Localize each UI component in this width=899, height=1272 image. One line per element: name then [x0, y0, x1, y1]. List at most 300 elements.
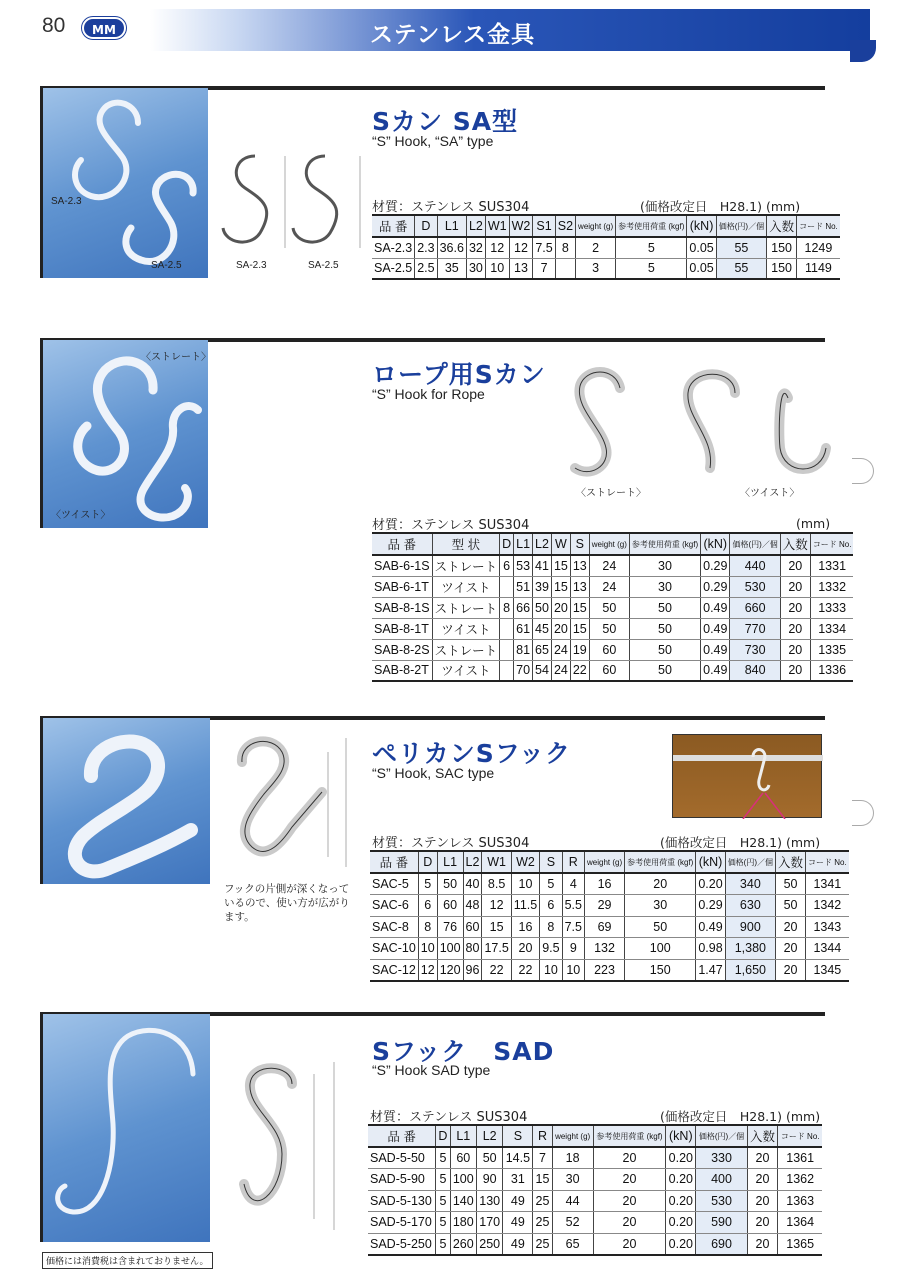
section-subtitle: “S” Hook, “SA” type — [372, 133, 494, 149]
column-header: (kN) — [687, 215, 716, 237]
photo-label: SA-2.3 — [51, 196, 82, 207]
column-header: L2 — [476, 1125, 502, 1147]
table-cell: 49 — [503, 1212, 533, 1234]
table-cell: 69 — [584, 916, 624, 938]
table-cell — [500, 639, 514, 660]
table-cell: 10 — [485, 258, 509, 279]
column-header: weight (g) — [552, 1125, 593, 1147]
table-cell: 60 — [437, 895, 463, 917]
table-cell — [500, 576, 514, 597]
sad-dimension-diagram — [222, 1054, 352, 1238]
table-cell: 7.5 — [562, 916, 584, 938]
spec-table-sac — [370, 850, 849, 982]
table-cell: 530 — [696, 1190, 747, 1212]
table-cell: 19 — [570, 639, 589, 660]
table-cell: 6 — [500, 555, 514, 576]
part-number-cell: SAC-5 — [370, 873, 418, 895]
column-header: 参考使用荷重 (kgf) — [616, 215, 687, 237]
table-cell: 60 — [450, 1147, 476, 1169]
table-cell: 29 — [584, 895, 624, 917]
sa-dimension-diagram — [215, 148, 375, 258]
table-cell: 8.5 — [482, 873, 511, 895]
column-header: 価格(円)／個 — [725, 851, 775, 873]
table-cell: 25 — [533, 1190, 552, 1212]
column-header: S — [570, 533, 589, 555]
table-cell: 660 — [730, 597, 780, 618]
table-cell: 30 — [629, 576, 700, 597]
table-cell: 8 — [500, 597, 514, 618]
table-cell: 5 — [418, 873, 437, 895]
diagram-label: 〈ツイスト〉 — [740, 488, 800, 499]
table-cell: 25 — [533, 1233, 552, 1255]
table-cell: 15 — [533, 1169, 552, 1191]
table-cell: 20 — [593, 1147, 666, 1169]
table-cell: 20 — [776, 959, 806, 981]
diagram-label: 〈ストレート〉 — [576, 488, 646, 499]
table-row — [372, 555, 853, 576]
photo-label: 〈ツイスト〉 — [51, 510, 111, 521]
section-subtitle: “S” Hook SAD type — [372, 1062, 491, 1078]
table-cell: 1365 — [778, 1233, 822, 1255]
table-cell: 20 — [551, 618, 570, 639]
table-cell: 50 — [589, 597, 629, 618]
column-header: L1 — [450, 1125, 476, 1147]
table-cell: 2.3 — [415, 237, 437, 258]
table-cell: 12 — [509, 237, 533, 258]
part-number-cell: SAB-6-1S — [372, 555, 432, 576]
binder-ring — [852, 800, 874, 826]
table-cell: 0.29 — [701, 576, 730, 597]
table-cell: 50 — [629, 618, 700, 639]
table-cell: 170 — [476, 1212, 502, 1234]
table-cell: 55 — [716, 258, 766, 279]
table-cell: 250 — [476, 1233, 502, 1255]
table-cell: 96 — [463, 959, 482, 981]
table-cell: 18 — [552, 1147, 593, 1169]
table-cell: 24 — [551, 660, 570, 681]
table-cell: 340 — [725, 873, 775, 895]
table-cell: 50 — [776, 873, 806, 895]
table-cell — [555, 258, 575, 279]
table-row — [372, 597, 853, 618]
column-header: R — [562, 851, 584, 873]
table-cell: 15 — [551, 576, 570, 597]
table-cell: 5 — [436, 1233, 450, 1255]
table-row — [372, 660, 853, 681]
table-cell: 65 — [533, 639, 552, 660]
table-cell: 53 — [514, 555, 533, 576]
table-cell: 50 — [476, 1147, 502, 1169]
table-cell: 0.49 — [701, 618, 730, 639]
table-cell: 50 — [629, 597, 700, 618]
usage-photo — [672, 734, 822, 818]
table-cell: 16 — [511, 916, 539, 938]
table-header-row — [368, 1125, 822, 1147]
table-row — [372, 258, 840, 279]
table-cell: 15 — [551, 555, 570, 576]
table-cell: 20 — [593, 1169, 666, 1191]
s-hook-icon — [43, 340, 211, 528]
table-row — [372, 618, 853, 639]
column-header: D — [415, 215, 437, 237]
table-cell: 120 — [437, 959, 463, 981]
column-header: 参考使用荷重 (kgf) — [625, 851, 696, 873]
table-cell: 5 — [436, 1190, 450, 1212]
s-hook-icon — [43, 718, 213, 884]
table-cell: 70 — [514, 660, 533, 681]
table-cell: 20 — [780, 576, 810, 597]
column-header: S — [503, 1125, 533, 1147]
part-number-cell: SAD-5-90 — [368, 1169, 436, 1191]
table-cell: 20 — [593, 1212, 666, 1234]
table-cell — [500, 618, 514, 639]
column-header: W2 — [509, 215, 533, 237]
table-cell: ツイスト — [432, 618, 500, 639]
table-cell: 50 — [533, 597, 552, 618]
table-cell: 20 — [747, 1233, 778, 1255]
table-cell: 14.5 — [503, 1147, 533, 1169]
table-cell: 20 — [511, 938, 539, 960]
column-header: 入数 — [747, 1125, 778, 1147]
table-cell: 1.47 — [696, 959, 725, 981]
table-cell: 1364 — [778, 1212, 822, 1234]
table-cell: 30 — [625, 895, 696, 917]
table-cell: 150 — [767, 237, 797, 258]
table-cell: 7 — [533, 1147, 552, 1169]
column-header: 品 番 — [370, 851, 418, 873]
product-photo-sac — [40, 718, 210, 884]
table-cell: ツイスト — [432, 660, 500, 681]
column-header: コード No. — [797, 215, 840, 237]
column-header: L1 — [437, 215, 466, 237]
column-header: コード No. — [778, 1125, 822, 1147]
table-cell: 3 — [576, 258, 616, 279]
table-cell: 180 — [450, 1212, 476, 1234]
table-cell: 130 — [476, 1190, 502, 1212]
column-header: 品 番 — [372, 215, 415, 237]
table-cell: 840 — [730, 660, 780, 681]
section-title: Sフック SAD — [372, 1037, 555, 1066]
table-cell: 0.29 — [696, 895, 725, 917]
table-cell: 1336 — [810, 660, 853, 681]
material-label: 材質：ステンレス SUS304 — [370, 1110, 528, 1125]
material-label: 材質：ステンレス SUS304 — [372, 836, 530, 851]
table-cell: 20 — [551, 597, 570, 618]
column-header: コード No. — [810, 533, 853, 555]
part-number-cell: SAD-5-130 — [368, 1190, 436, 1212]
brand-logo: MM — [82, 17, 126, 39]
table-cell: 9 — [562, 938, 584, 960]
table-cell: 52 — [552, 1212, 593, 1234]
table-cell: 260 — [450, 1233, 476, 1255]
binder-ring — [852, 458, 874, 484]
table-cell: 1341 — [806, 873, 849, 895]
column-header: L2 — [466, 215, 485, 237]
table-cell: ストレート — [432, 555, 500, 576]
column-header: W2 — [511, 851, 539, 873]
s-hook-icon — [43, 88, 211, 278]
table-row — [372, 639, 853, 660]
table-cell: 15 — [570, 597, 589, 618]
table-cell: 0.29 — [701, 555, 730, 576]
column-header: S — [540, 851, 562, 873]
table-cell: 44 — [552, 1190, 593, 1212]
table-cell: 49 — [503, 1190, 533, 1212]
table-cell: 2 — [576, 237, 616, 258]
table-cell: 0.20 — [666, 1169, 696, 1191]
part-number-cell: SAB-8-1T — [372, 618, 432, 639]
table-cell: 20 — [780, 618, 810, 639]
product-note: フックの片側が深くなっているので、使い方が広がります。 — [224, 883, 350, 923]
column-header: 参考使用荷重 (kgf) — [593, 1125, 666, 1147]
column-header: S1 — [533, 215, 555, 237]
table-cell: 12 — [482, 895, 511, 917]
table-header-row — [370, 851, 849, 873]
column-header: D — [500, 533, 514, 555]
part-number-cell: SAB-6-1T — [372, 576, 432, 597]
table-cell: 770 — [730, 618, 780, 639]
table-cell: 17.5 — [482, 938, 511, 960]
table-cell: 22 — [511, 959, 539, 981]
table-cell: 0.05 — [687, 258, 716, 279]
column-header: 入数 — [780, 533, 810, 555]
part-number-cell: SAB-8-1S — [372, 597, 432, 618]
unit-note: (mm) — [796, 516, 831, 531]
column-header: L1 — [514, 533, 533, 555]
table-cell: 1345 — [806, 959, 849, 981]
table-cell: 45 — [533, 618, 552, 639]
table-cell: 1335 — [810, 639, 853, 660]
table-cell: 31 — [503, 1169, 533, 1191]
photo-label: SA-2.5 — [151, 260, 182, 271]
revision-note: (価格改定日 H28.1) (mm) — [660, 1109, 821, 1124]
table-cell: 20 — [747, 1212, 778, 1234]
table-cell: 6 — [418, 895, 437, 917]
table-cell: 22 — [482, 959, 511, 981]
table-cell: 132 — [584, 938, 624, 960]
table-cell: 20 — [747, 1169, 778, 1191]
table-row — [368, 1147, 822, 1169]
section-subtitle: “S” Hook, SAC type — [372, 765, 495, 781]
part-number-cell: SAB-8-2T — [372, 660, 432, 681]
column-header: weight (g) — [576, 215, 616, 237]
table-cell: 48 — [463, 895, 482, 917]
table-row — [370, 938, 849, 960]
column-header: 参考使用荷重 (kgf) — [629, 533, 700, 555]
table-cell: 1333 — [810, 597, 853, 618]
table-cell: 0.49 — [696, 916, 725, 938]
table-row — [370, 916, 849, 938]
table-cell: 66 — [514, 597, 533, 618]
part-number-cell: SAD-5-250 — [368, 1233, 436, 1255]
table-row — [372, 237, 840, 258]
table-cell: 39 — [533, 576, 552, 597]
table-cell: 20 — [747, 1190, 778, 1212]
table-header-row — [372, 215, 840, 237]
table-cell: 1331 — [810, 555, 853, 576]
header-curl — [850, 40, 876, 62]
part-number-cell: SAD-5-170 — [368, 1212, 436, 1234]
table-row — [370, 895, 849, 917]
table-cell: 49 — [503, 1233, 533, 1255]
table-cell: 530 — [730, 576, 780, 597]
table-cell: 630 — [725, 895, 775, 917]
table-cell: 11.5 — [511, 895, 539, 917]
table-cell: 20 — [780, 555, 810, 576]
table-cell: 1249 — [797, 237, 840, 258]
column-header: S2 — [555, 215, 575, 237]
table-cell: 100 — [437, 938, 463, 960]
table-cell: 8 — [418, 916, 437, 938]
table-cell: 20 — [625, 873, 696, 895]
table-cell: 4 — [562, 873, 584, 895]
table-cell: 1362 — [778, 1169, 822, 1191]
page-header — [0, 0, 899, 62]
table-cell: 8 — [540, 916, 562, 938]
revision-note: (価格改定日 H28.1) (mm) — [640, 199, 801, 214]
diagram-label: SA-2.5 — [308, 260, 339, 271]
table-cell: 20 — [780, 597, 810, 618]
column-header: L1 — [437, 851, 463, 873]
table-cell: 15 — [570, 618, 589, 639]
table-cell: 730 — [730, 639, 780, 660]
section-subtitle: “S” Hook for Rope — [372, 386, 485, 402]
table-cell: 55 — [716, 237, 766, 258]
column-header: R — [533, 1125, 552, 1147]
column-header: (kN) — [701, 533, 730, 555]
table-cell: 20 — [776, 916, 806, 938]
table-cell: 1363 — [778, 1190, 822, 1212]
table-cell: 400 — [696, 1169, 747, 1191]
table-cell: 20 — [593, 1190, 666, 1212]
table-cell: ツイスト — [432, 576, 500, 597]
page-number: 80 — [42, 14, 66, 37]
part-number-cell: SA-2.3 — [372, 237, 415, 258]
table-cell: 5 — [616, 237, 687, 258]
table-cell: 13 — [570, 576, 589, 597]
s-hook-icon — [43, 1014, 213, 1242]
table-cell: 9.5 — [540, 938, 562, 960]
sab-dimension-diagram — [540, 358, 840, 486]
tax-note: 価格には消費税は含まれておりません。 — [42, 1252, 213, 1269]
column-header: weight (g) — [584, 851, 624, 873]
table-row — [370, 873, 849, 895]
column-header: 価格(円)／個 — [696, 1125, 747, 1147]
column-header: 品 番 — [372, 533, 432, 555]
table-cell: 20 — [776, 938, 806, 960]
table-cell: 25 — [533, 1212, 552, 1234]
table-cell: 1343 — [806, 916, 849, 938]
diagram-label: SA-2.3 — [236, 260, 267, 271]
table-cell: 20 — [780, 639, 810, 660]
table-cell: 0.20 — [666, 1212, 696, 1234]
table-cell: 5 — [436, 1212, 450, 1234]
table-cell: 7 — [533, 258, 555, 279]
column-header: D — [418, 851, 437, 873]
table-cell: 5 — [540, 873, 562, 895]
material-label: 材質：ステンレス SUS304 — [372, 200, 530, 215]
table-cell: 0.49 — [701, 660, 730, 681]
column-header: 型 状 — [432, 533, 500, 555]
table-row — [368, 1190, 822, 1212]
table-cell: 5 — [616, 258, 687, 279]
table-cell: 590 — [696, 1212, 747, 1234]
revision-note: (価格改定日 H28.1) (mm) — [660, 835, 821, 850]
table-cell: 5.5 — [562, 895, 584, 917]
table-cell: 1342 — [806, 895, 849, 917]
photo-label: 〈ストレート〉 — [141, 352, 211, 363]
table-cell: 30 — [552, 1169, 593, 1191]
column-header: W1 — [485, 215, 509, 237]
table-cell: 30 — [629, 555, 700, 576]
column-header: 価格(円)／個 — [730, 533, 780, 555]
table-cell: 50 — [625, 916, 696, 938]
table-cell: ストレート — [432, 639, 500, 660]
table-cell: 10 — [540, 959, 562, 981]
table-cell: 7.5 — [533, 237, 555, 258]
table-cell: 60 — [589, 660, 629, 681]
part-number-cell: SAC-6 — [370, 895, 418, 917]
table-cell: 440 — [730, 555, 780, 576]
material-label: 材質：ステンレス SUS304 — [372, 518, 530, 533]
table-cell: 12 — [418, 959, 437, 981]
table-cell: 0.20 — [696, 873, 725, 895]
table-cell: 24 — [589, 555, 629, 576]
part-number-cell: SAB-8-2S — [372, 639, 432, 660]
table-cell: 100 — [450, 1169, 476, 1191]
table-cell: 10 — [511, 873, 539, 895]
table-cell: 1361 — [778, 1147, 822, 1169]
table-cell: 0.20 — [666, 1233, 696, 1255]
table-cell: 54 — [533, 660, 552, 681]
product-photo-sad — [40, 1014, 210, 1242]
part-number-cell: SAC-8 — [370, 916, 418, 938]
part-number-cell: SAC-10 — [370, 938, 418, 960]
table-cell: 41 — [533, 555, 552, 576]
table-cell: 50 — [437, 873, 463, 895]
column-header: 価格(円)／個 — [716, 215, 766, 237]
table-cell: 15 — [482, 916, 511, 938]
column-header: コード No. — [806, 851, 849, 873]
table-cell: 13 — [570, 555, 589, 576]
table-cell: 223 — [584, 959, 624, 981]
table-cell: 20 — [780, 660, 810, 681]
table-cell: 5 — [436, 1169, 450, 1191]
spec-table-sab — [372, 532, 853, 682]
table-cell: 1,650 — [725, 959, 775, 981]
table-row — [368, 1233, 822, 1255]
column-header: D — [436, 1125, 450, 1147]
table-cell: 150 — [767, 258, 797, 279]
table-cell: 0.49 — [701, 597, 730, 618]
table-cell: 65 — [552, 1233, 593, 1255]
table-cell: 1334 — [810, 618, 853, 639]
part-number-cell: SA-2.5 — [372, 258, 415, 279]
table-cell: 30 — [466, 258, 485, 279]
table-cell: 150 — [625, 959, 696, 981]
part-number-cell: SAD-5-50 — [368, 1147, 436, 1169]
table-cell: 5 — [436, 1147, 450, 1169]
spec-table-sa — [372, 214, 840, 280]
page-title: ステンレス金具 — [370, 22, 536, 48]
column-header: L2 — [533, 533, 552, 555]
table-cell: 80 — [463, 938, 482, 960]
table-cell: 13 — [509, 258, 533, 279]
table-cell: 20 — [747, 1147, 778, 1169]
column-header: W1 — [482, 851, 511, 873]
table-cell: 100 — [625, 938, 696, 960]
product-photo-sab — [40, 340, 211, 528]
